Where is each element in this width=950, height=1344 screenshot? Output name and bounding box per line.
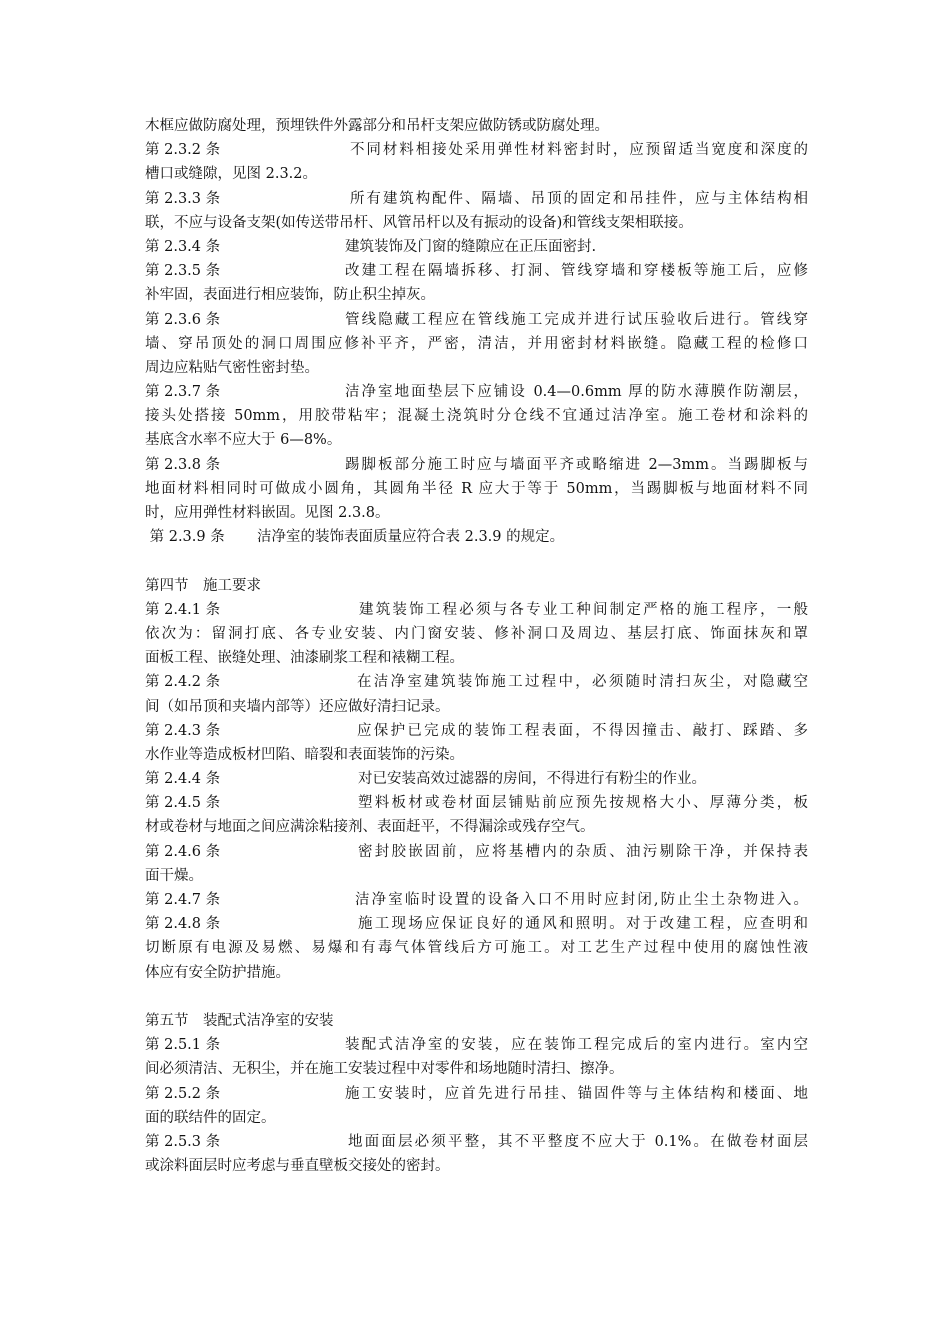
clause-number: 第 2.3.3 条: [145, 190, 221, 207]
clause-number: 第 2.4.4 条: [145, 771, 221, 788]
clause-line: [145, 259, 808, 283]
clause-number: 第 2.4.7 条: [145, 892, 221, 908]
paragraph-line: 面干燥。: [145, 867, 203, 884]
clause-number: 第 2.4.6 条: [145, 843, 221, 860]
paragraph-line: 补牢固，表面进行相应装饰，防止积尘掉灰。: [145, 287, 435, 304]
paragraph-line: 联，不应与设备支架(如传送带吊杆、风管吊杆以及有振动的设备)和管线支架相联接。: [145, 214, 693, 231]
clause-line: [145, 670, 808, 694]
clause-number: 第 2.4.3 条: [145, 722, 221, 739]
paragraph-line: 接头处搭接 50mm，用胶带粘牢；混凝土浇筑时分仓线不宜通过洁净室。施工卷材和涂料的: [145, 408, 808, 425]
paragraph-line: 面板工程、嵌缝处理、油漆刷浆工程和裱糊工程。: [145, 650, 464, 667]
clause-number: 第 2.4.5 条: [145, 795, 221, 812]
clause-number: 第 2.3.7 条: [145, 384, 221, 401]
clause-text: 所有建筑构配件、隔墙、吊顶的固定和吊挂件，应与主体结构相: [350, 190, 808, 207]
paragraph-line: 材或卷材与地面之间应满涂粘接剂、表面赶平，不得漏涂或残存空气。: [145, 819, 595, 836]
clause-text: 踢脚板部分施工时应与墙面平齐或略缩进 2—3mm。当踢脚板与: [345, 456, 808, 473]
paragraph-line: 面的联结件的固定。: [145, 1109, 276, 1126]
clause-line: [145, 912, 808, 936]
clause-number: 第 2.3.4 条: [145, 238, 221, 255]
clause-text: 管线隐藏工程应在管线施工完成并进行试压验收后进行。管线穿: [345, 311, 808, 328]
clause-line: [145, 308, 808, 332]
paragraph-line: 槽口或缝隙，见图 2.3.2。: [145, 166, 318, 183]
clause-text: 密封胶嵌固前，应将基槽内的杂质、油污剔除干净，并保持表: [358, 843, 808, 860]
clause-line: [145, 453, 808, 477]
clause-text: 塑料板材或卷材面层铺贴前应预先按规格大小、厚薄分类，板: [358, 795, 808, 812]
clause-text: 在洁净室建筑装饰施工过程中，必须随时清扫灰尘，对隐藏空: [357, 674, 808, 691]
clause-text: 施工安装时，应首先进行吊挂、锚固件等与主体结构和楼面、地: [345, 1085, 808, 1102]
clause-line: [145, 598, 808, 622]
clause-text: 地面面层必须平整，其不平整度不应大于 0.1%。在做卷材面层: [348, 1133, 808, 1150]
clause-line: [145, 187, 808, 211]
clause-line: [145, 525, 808, 549]
paragraph-line: 时，应用弹性材料嵌固。见图 2.3.8。: [145, 505, 390, 521]
clause-text: 对已安装高效过滤器的房间，不得进行有粉尘的作业。: [358, 771, 706, 788]
clause-line: [145, 1130, 808, 1154]
clause-number: 第 2.5.3 条: [145, 1133, 221, 1150]
clause-text: 洁净室地面垫层下应铺设 0.4—0.6mm 厚的防水薄膜作防潮层，: [345, 384, 808, 401]
clause-number: 第 2.4.1 条: [145, 601, 221, 618]
blank-line: [145, 985, 808, 1009]
paragraph-line: 间（如吊顶和夹墙内部等）还应做好清扫记录。: [145, 698, 450, 715]
clause-text: 不同材料相接处采用弹性材料密封时，应预留适当宽度和深度的: [350, 142, 808, 159]
clause-text: 洁净室的装饰表面质量应符合表 2.3.9 的规定。: [257, 529, 565, 546]
clause-line: [145, 791, 808, 815]
paragraph-line: 地面材料相同时可做成小圆角，其圆角半径 R 应大于等于 50mm，当踢脚板与地面材料不同: [145, 480, 808, 497]
paragraph-line: 间必须清洁、无积尘，并在施工安装过程中对零件和场地随时清扫、擦净。: [145, 1061, 624, 1078]
clause-line: [145, 1033, 808, 1057]
section-heading: 第四节 施工要求: [145, 577, 261, 594]
paragraph-line: 墙、穿吊顶处的洞口周围应修补平齐，严密，清洁，并用密封材料嵌缝。隐藏工程的检修口: [145, 335, 808, 352]
clause-text: 建筑装饰及门窗的缝隙应在正压面密封.: [345, 238, 597, 255]
clause-text: 应保护已完成的装饰工程表面，不得因撞击、敲打、踩踏、多: [357, 722, 808, 739]
clause-line: [145, 840, 808, 864]
clause-line: [145, 888, 808, 912]
clause-text: 建筑装饰工程必须与各专业工种间制定严格的施工程序，一般: [359, 601, 808, 618]
clause-number: 第 2.5.1 条: [145, 1037, 221, 1054]
clause-line: [145, 235, 808, 259]
paragraph-line: 或涂料面层时应考虑与垂直壁板交接处的密封。: [145, 1158, 450, 1175]
clause-line: [145, 767, 808, 791]
paragraph-line: 依次为：留洞打底、各专业安装、内门窗安装、修补洞口及周边、基层打底、饰面抹灰和罩: [145, 625, 808, 642]
clause-text: 改建工程在隔墙拆移、打洞、管线穿墙和穿楼板等施工后，应修: [345, 263, 808, 280]
clause-number: 第 2.3.2 条: [145, 142, 221, 159]
clause-number: 第 2.4.2 条: [145, 674, 221, 691]
clause-line: [145, 719, 808, 743]
paragraph-line: 周边应粘贴气密性密封垫。: [145, 359, 319, 376]
paragraph-line: 基底含水率不应大于 6—8%。: [145, 432, 342, 449]
clause-number: 第 2.5.2 条: [145, 1085, 221, 1102]
paragraph-line: 木框应做防腐处理，预埋铁件外露部分和吊杆支架应做防锈或防腐处理。: [145, 118, 609, 134]
clause-number: 第 2.3.9 条: [145, 529, 225, 546]
clause-line: [145, 1082, 808, 1106]
section-heading: 第五节 装配式洁净室的安装: [145, 1012, 334, 1029]
clause-number: 第 2.3.8 条: [145, 456, 221, 473]
blank-line: [145, 549, 808, 573]
clause-number: 第 2.3.5 条: [145, 263, 221, 280]
clause-text: 施工现场应保证良好的通风和照明。对于改建工程，应查明和: [358, 916, 808, 933]
clause-number: 第 2.3.6 条: [145, 311, 221, 328]
clause-line: [145, 138, 808, 162]
paragraph-line: 体应有安全防护措施。: [145, 964, 290, 981]
document-body: [145, 114, 808, 1178]
clause-text: 装配式洁净室的安装，应在装饰工程完成后的室内进行。室内空: [345, 1037, 808, 1054]
clause-line: [145, 380, 808, 404]
paragraph-line: 水作业等造成板材凹陷、暗裂和表面装饰的污染。: [145, 746, 464, 763]
paragraph-line: 切断原有电源及易燃、易爆和有毒气体管线后方可施工。对工艺生产过程中使用的腐蚀性液: [145, 940, 808, 957]
clause-number: 第 2.4.8 条: [145, 916, 221, 933]
clause-text: 洁净室临时设置的设备入口不用时应封闭,防止尘土杂物进入。: [355, 892, 808, 908]
